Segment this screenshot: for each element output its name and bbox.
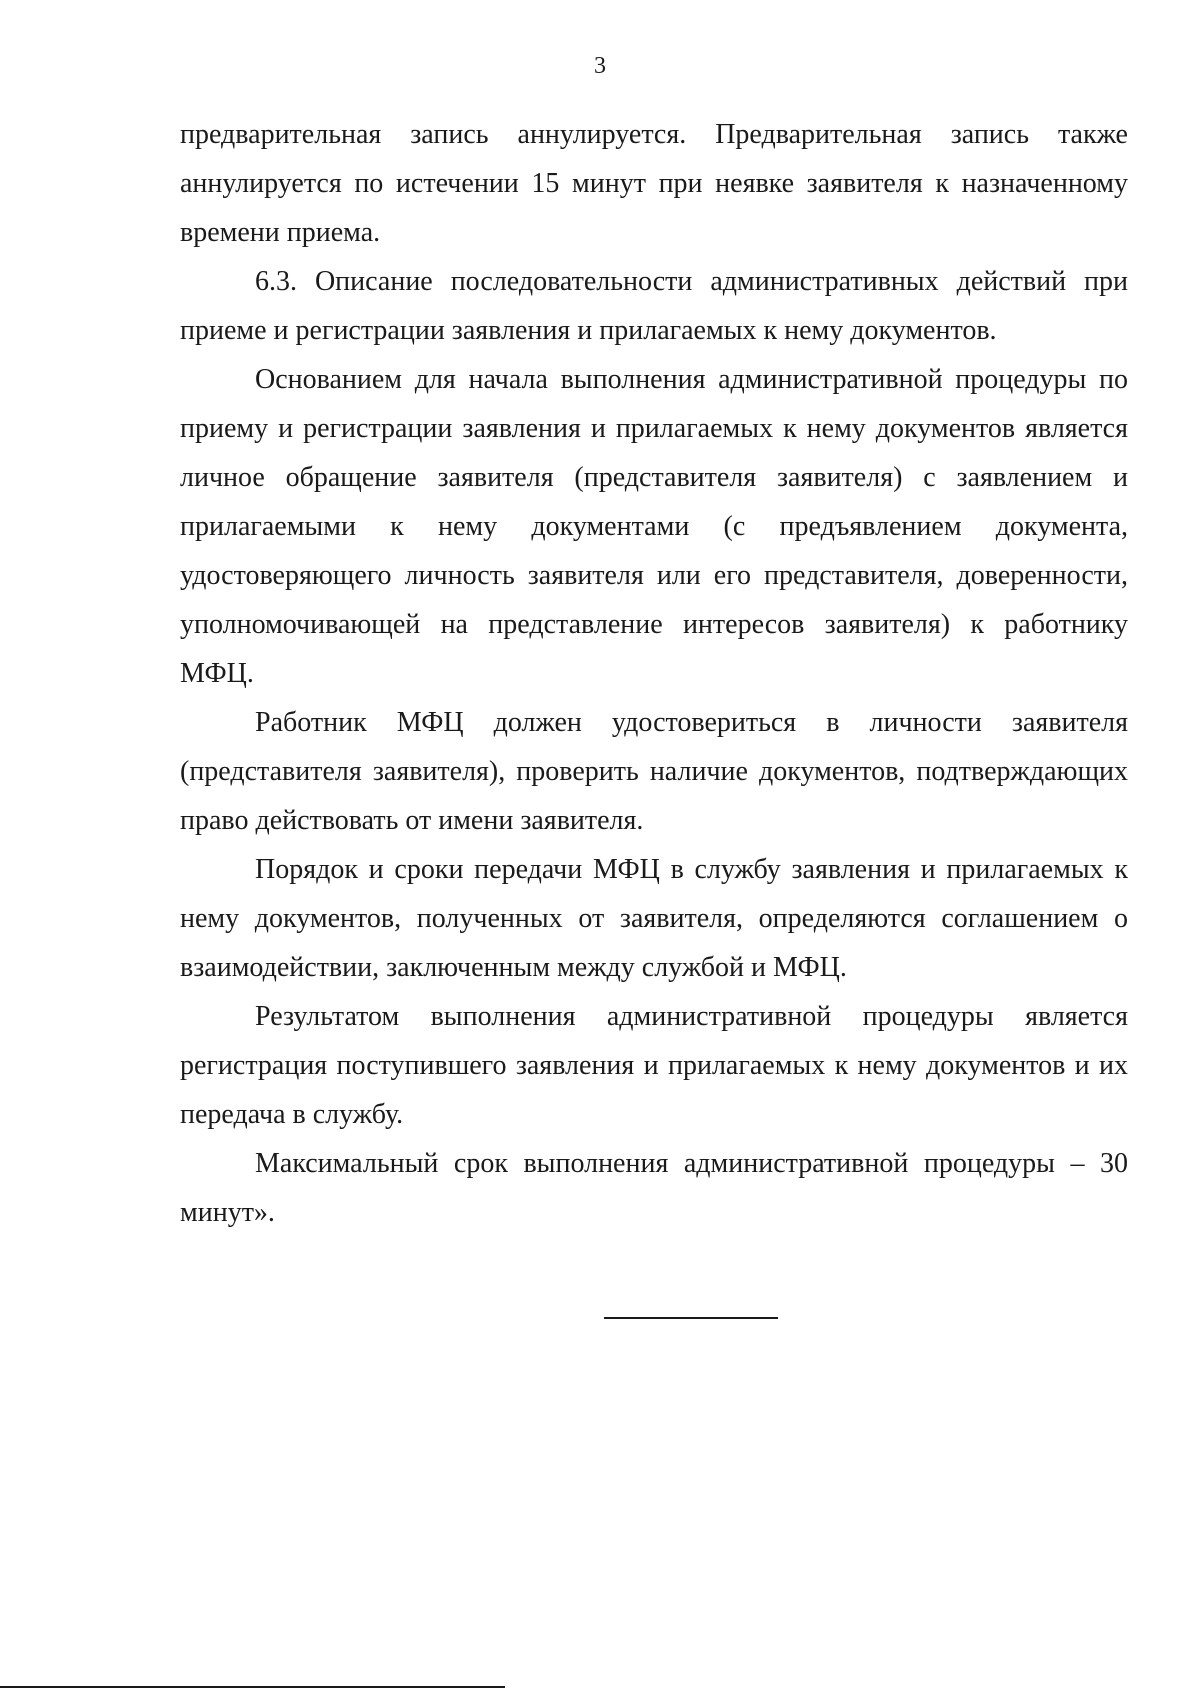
- paragraph-procedure-result: Результатом выполнения административной процедуры является регистрация поступившего заявления и прилагаемых к нему документов и их передача в службу.: [180, 1001, 1128, 1130]
- page-number: 3: [594, 53, 606, 79]
- paragraph-transfer-procedure: Порядок и сроки передачи МФЦ в службу заявления и прилагаемых к нему документов, полученных от заявителя, определяются соглашением о взаимодействии, заключенным между службой и МФЦ.: [180, 854, 1128, 983]
- paragraph-mfc-worker-verification: Работник МФЦ должен удостовериться в личности заявителя (представителя заявителя), проверить наличие документов, подтверждающих право действовать от имени заявителя.: [180, 707, 1128, 836]
- footer-rule: [0, 1686, 505, 1688]
- paragraph-basis-for-procedure: Основанием для начала выполнения административной процедуры по приему и регистрации заявления и прилагаемых к нему документов является личное обращение заявителя (представителя заявителя) с заявлением и прилагаемыми к нему документами (с предъявлением документа, удостоверяющего личность заявителя или его представителя, доверенности, уполномочивающей на представление интересов заявителя) к работнику МФЦ.: [180, 364, 1128, 689]
- paragraph-maximum-term: Максимальный срок выполнения административной процедуры – 30 минут».: [180, 1148, 1128, 1228]
- document-body: [180, 110, 1128, 1237]
- end-of-text-rule: [604, 1317, 778, 1319]
- paragraph-continuation: предварительная запись аннулируется. Предварительная запись также аннулируется по истечении 15 минут при неявке заявителя к назначенному времени приема.: [180, 119, 1128, 248]
- paragraph-section-6-3-heading: 6.3. Описание последовательности административных действий при приеме и регистрации заявления и прилагаемых к нему документов.: [180, 266, 1128, 346]
